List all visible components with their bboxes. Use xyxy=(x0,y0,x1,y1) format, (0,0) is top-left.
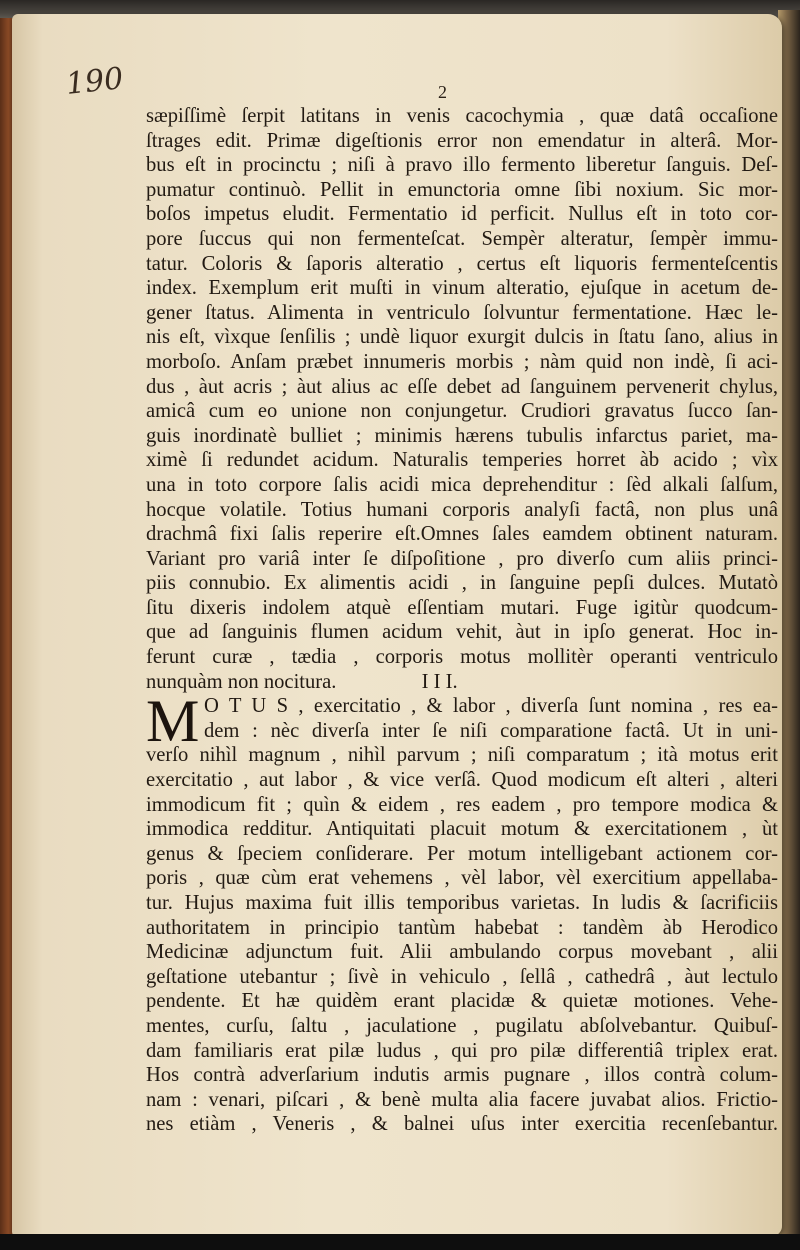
text-line: boſos impetus eludit. Fermentatio id perficit. Nullus eſt in toto cor- xyxy=(146,203,778,226)
text-line: gener ſtatus. Alimenta in ventriculo ſolvuntur fermentatione. Hæc le- xyxy=(146,301,778,324)
text-line: immodicum fit ; quìn & eidem , res eadem , pro tempore modica & xyxy=(146,793,778,816)
text-line: verſo nihìl magnum , nihìl parvum ; niſi comparatum ; ità motus erit xyxy=(146,744,778,767)
text-line: piis connubio. Ex alimentis acidi , in ſanguine pepſi dulces. Mutatò xyxy=(146,572,778,595)
text-line: immodica redditur. Antiquitati placuit motum & exercitationem , ùt xyxy=(146,818,778,841)
scan-bottom-shadow xyxy=(0,1234,800,1250)
text-line: tatur. Coloris & ſaporis alteratio , certus eſt liquoris fermenteſcentis xyxy=(146,252,778,275)
text-line: pumatur continuò. Pellit in emunctoria omne ſibi noxium. Sic mor- xyxy=(146,178,778,201)
text-line: amicâ cum eo unione non conjungetur. Crudiori gravatus ſucco ſan- xyxy=(146,400,778,423)
text-line: dam familiaris erat pilæ ludus , qui pro pilæ differentiâ triplex erat. xyxy=(146,1039,778,1062)
page-number: 190 xyxy=(64,61,125,102)
text-line: poris , quæ cùm erat vehemens , vèl labor, vèl exercitium appellaba- xyxy=(146,867,778,890)
text-line: O T U S , exercitatio , & labor , diverſa ſunt nomina , res ea- xyxy=(204,695,778,718)
text-line: nam : venari, piſcari , & benè multa alia facere juvabat alios. Frictio- xyxy=(146,1088,778,1111)
text-line: morboſo. Anſam præbet innumeris morbis ; nàm quid non indè, ſi aci- xyxy=(146,350,778,373)
text-line: drachmâ fixi ſalis reperire eſt.Omnes ſales eamdem obtinent naturam. xyxy=(146,523,778,546)
text-line: hocque volatile. Totius humani corporis analyſi factâ, non plus unâ xyxy=(146,498,778,521)
text-line: dem : nèc diverſa inter ſe niſi comparatione factâ. Ut in uni- xyxy=(204,719,778,742)
text-line: dus , àut acris ; àut alius ac eſſe debet ad ſanguinem pervenerit chylus, xyxy=(146,375,778,398)
text-line: geſtatione utebantur ; ſivè in vehiculo , ſellâ , cathedrâ , àut lectulo xyxy=(146,965,778,988)
section-opening xyxy=(146,688,778,755)
text-line: ximè ſi redundet acidum. Naturalis temperies horret àb acido ; vìx xyxy=(146,449,778,472)
text-line: que ad ſanguinis flumen acidum vehit, àut in ipſo generat. Hoc in- xyxy=(146,621,778,644)
paragraph-end-line xyxy=(146,670,778,695)
text-line: ſtrages edit. Primæ digeſtionis error non emendatur in alterâ. Mor- xyxy=(146,129,778,152)
text-line: genus & ſpeciem conſiderare. Per motum intelligebant actionem cor- xyxy=(146,842,778,865)
text-line: tur. Hujus maxima fuit illis temporibus varietas. In ludis & ſacrificiis xyxy=(146,892,778,914)
text-line: index. Exemplum erit muſti in vinum alteratio, ejuſque in acetum de- xyxy=(146,277,778,300)
text-line: exercitatio , aut labor , & vice verſâ. Quod modicum eſt alteri , alteri xyxy=(146,769,778,792)
section-number: I I I. xyxy=(421,670,458,693)
text-line: una in toto corpore ſalis acidi mica deprehenditur : ſèd alkali ſalſum, xyxy=(146,473,778,496)
drop-cap-initial: M xyxy=(146,688,200,755)
text-line: Variant pro variâ inter ſe diſpoſitione , pro diverſo cum aliis princi- xyxy=(146,547,778,570)
text-line: pore ſuccus qui non fermenteſcat. Sempèr alteratur, ſempèr immu- xyxy=(146,227,778,250)
text-line: sæpiſſimè ſerpit latitans in venis cacochymia , quæ datâ occaſione xyxy=(146,105,778,127)
text-line: bus eſt in procinctu ; niſi à pravo illo fermento liberetur ſanguis. Deſ- xyxy=(146,154,778,177)
paragraph-end-text: nunquàm non nocitura. xyxy=(146,670,337,693)
signature-mark: 2 xyxy=(438,82,447,102)
text-line: ferunt curæ , tædia , corporis motus mollitèr operanti ventriculo xyxy=(146,646,778,669)
text-line: Hos contrà adverſarium indutis armis pugnare , illos contrà colum- xyxy=(146,1064,778,1087)
text-line: Medicinæ adjunctum fuit. Alii ambulando corpus movebant , alii xyxy=(146,941,778,964)
text-line: pendente. Et hæ quidèm erant placidæ & quietæ motiones. Vehe- xyxy=(146,990,778,1013)
text-line: authoritatem in principio tantùm habebat : tandèm àb Herodico xyxy=(146,916,778,939)
text-line: ſitu dixeris indolem atquè eſſentiam mutari. Fuge igitùr quodcum- xyxy=(146,596,778,619)
text-line: guis inordinatè bulliet ; minimis hærens tubulis infarctus pariet, ma- xyxy=(146,424,778,447)
text-line: nis eſt, vìxque ſenſilis ; undè liquor exurgit dulcis in ſtatu ſano, alius in xyxy=(146,326,778,349)
body-text xyxy=(146,104,778,1137)
text-line: mentes, curſu, ſaltu , jaculatione , pugilatu abſolvebantur. Quibuſ- xyxy=(146,1014,778,1037)
text-line: nes etiàm , Veneris , & balnei uſus inter exercitia recenſebantur. xyxy=(146,1113,778,1136)
